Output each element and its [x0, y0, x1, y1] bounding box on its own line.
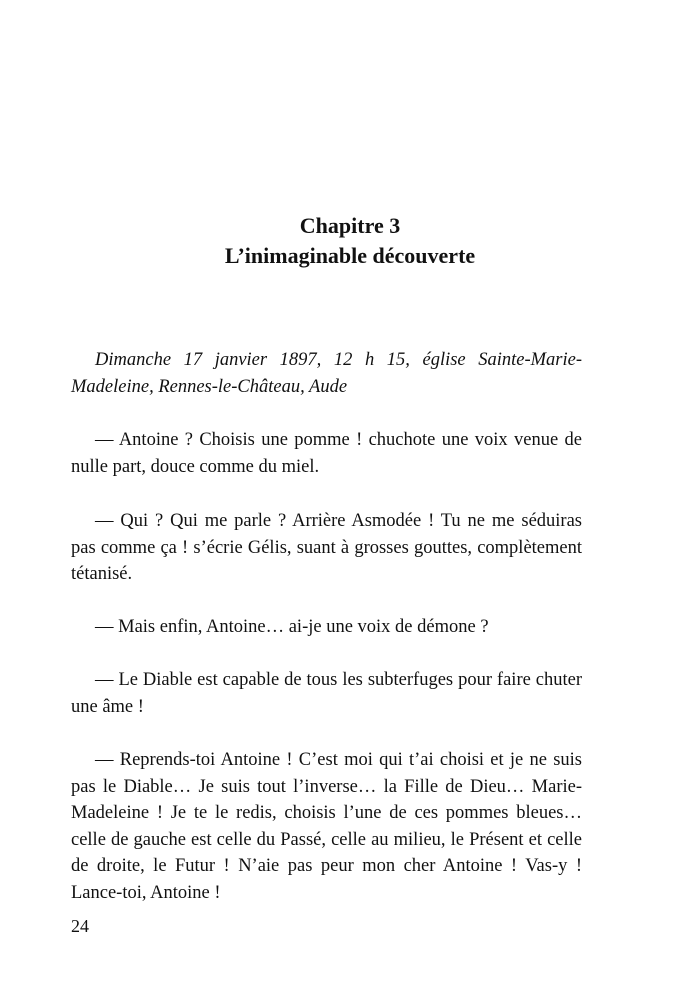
paragraph: — Antoine ? Choisis une pomme ! chuchote une voix venue de nulle part, douce comme du miel.: [71, 430, 582, 477]
paragraph: — Qui ? Qui me parle ? Arrière Asmodée ! Tu ne me séduiras pas comme ça ! s’écrie Gélis, suant à grosses gouttes, complètement tétanisé.: [71, 511, 582, 584]
paragraph: — Reprends-toi Antoine ! C’est moi qui t’ai choisi et je ne suis pas le Diable… Je suis tout l’inverse… la Fille de Dieu… Marie-Madeleine ! Je te le redis, choisis l’une de ces pommes bleues… celle de gauche est celle du Passé, celle au milieu, le Présent et celle de droite, le Futur ! N’aie pas peur mon cher Antoine ! Vas-y ! Lance-toi, Antoine !: [71, 750, 582, 903]
scene-header: Dimanche 17 janvier 1897, 12 h 15, église Sainte-Marie-Madeleine, Rennes-le-Château, Aude: [71, 350, 582, 397]
paragraph: — Mais enfin, Antoine… ai-je une voix de démone ?: [95, 617, 489, 637]
chapter-title: L’inimaginable découverte: [224, 243, 476, 268]
paragraph: — Le Diable est capable de tous les subterfuges pour faire chuter une âme !: [71, 670, 582, 717]
page-number: 24: [71, 916, 89, 936]
chapter-number: Chapitre 3: [299, 213, 401, 238]
